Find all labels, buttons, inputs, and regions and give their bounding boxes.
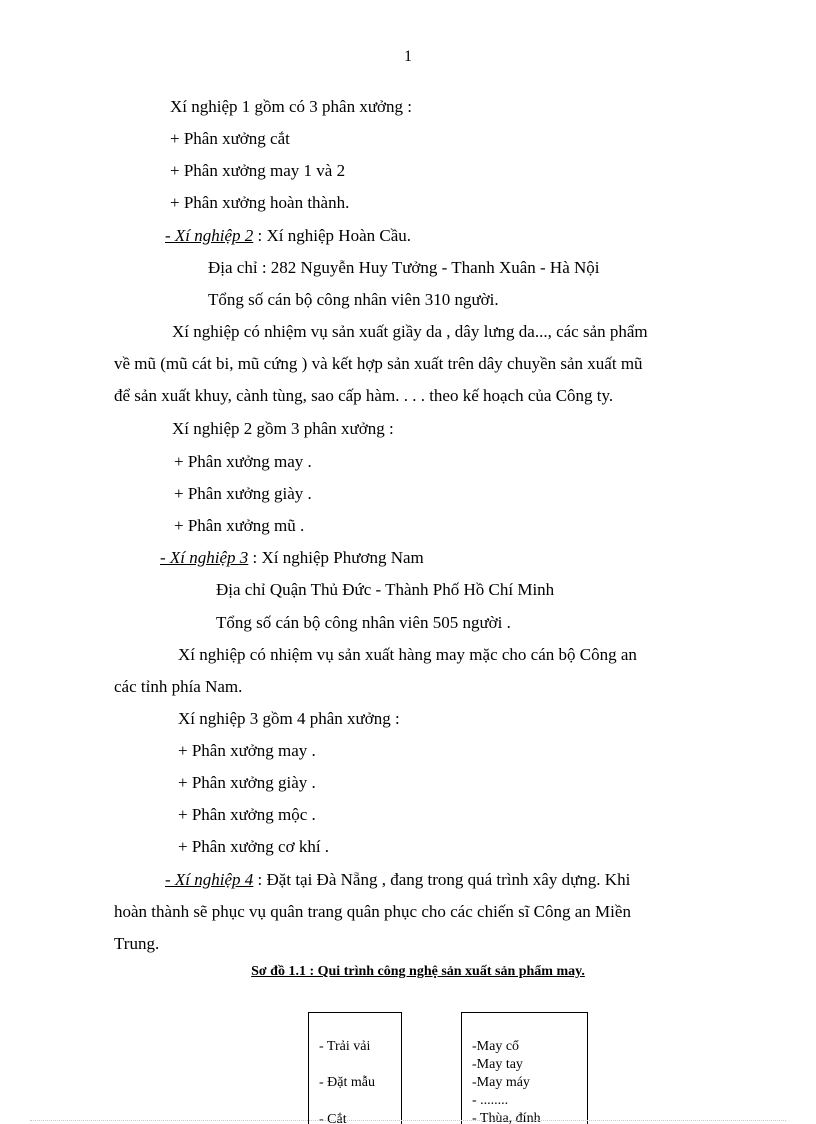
diagram-box-sewing: [461, 1012, 588, 1124]
xn3-name: : Xí nghiệp Phương Nam: [248, 548, 424, 567]
xn2-staff: Tổng số cán bộ công nhân viên 310 người.: [208, 290, 499, 309]
diagram-step: -May cổ: [472, 1039, 520, 1054]
xn3-intro: Xí nghiệp 3 gồm 4 phân xưởng :: [178, 709, 400, 728]
diagram-box-cutting: [308, 1012, 402, 1124]
xn2-address: Địa chỉ : 282 Nguyễn Huy Tưởng - Thanh Xuân - Hà Nội: [208, 258, 600, 277]
xn3-workshop-4: + Phân xưởng cơ khí .: [178, 837, 330, 856]
xn2-task-line-3: để sản xuất khuy, cành tùng, sao cấp hàm. . . . theo kế hoạch của Công ty.: [114, 386, 614, 405]
xn3-workshop-1: + Phân xưởng may .: [178, 741, 316, 760]
xn4-label: - Xí nghiệp 4: [165, 870, 254, 889]
page-number: 1: [404, 48, 412, 65]
xn2-workshop-3: + Phân xưởng mũ .: [174, 516, 305, 535]
xn1-workshop-1: + Phân xưởng cắt: [170, 129, 290, 148]
diagram-title: Sơ đồ 1.1 : Qui trình công nghệ sản xuất sản phẩm may.: [251, 964, 585, 979]
diagram-step: - Cắt: [319, 1112, 347, 1124]
xn2-task-line-1: Xí nghiệp có nhiệm vụ sản xuất giầy da , dây lưng da..., các sản phẩm: [172, 322, 648, 341]
xn3-staff: Tổng số cán bộ công nhân viên 505 người .: [216, 613, 511, 632]
xn2-workshop-1: + Phân xưởng may .: [174, 452, 312, 471]
xn2-workshop-2: + Phân xưởng giày .: [174, 484, 312, 503]
xn2-task-line-2: về mũ (mũ cát bi, mũ cứng ) và kết hợp sản xuất trên dây chuyền sản xuất mũ: [114, 354, 643, 373]
xn1-intro: Xí nghiệp 1 gồm có 3 phân xưởng :: [170, 97, 413, 116]
xn3-label: - Xí nghiệp 3: [160, 548, 249, 567]
xn2-heading: [165, 225, 411, 247]
diagram-step: - Đặt mẫu: [319, 1075, 375, 1090]
xn4-text-line-3: Trung.: [114, 934, 160, 953]
xn3-heading: [160, 547, 424, 569]
xn2-label: - Xí nghiệp 2: [165, 226, 254, 245]
xn1-workshop-3: + Phân xưởng hoàn thành.: [170, 193, 350, 212]
diagram-step: - ........: [472, 1093, 509, 1108]
xn4-text-line-2: hoàn thành sẽ phục vụ quân trang quân phục cho các chiến sĩ Công an Miền: [114, 902, 631, 921]
xn4-heading: [165, 869, 630, 891]
diagram-step: -May máy: [472, 1075, 530, 1090]
diagram-step: - Thùa, đính: [472, 1111, 541, 1124]
xn2-intro: Xí nghiệp 2 gồm 3 phân xưởng :: [172, 419, 394, 438]
xn2-name: : Xí nghiệp Hoàn Cầu.: [253, 226, 411, 245]
xn3-task-line-2: các tỉnh phía Nam.: [114, 677, 243, 696]
xn4-text-line-1: : Đặt tại Đà Nẵng , đang trong quá trình xây dựng. Khi: [253, 870, 631, 889]
xn3-address: Địa chỉ Quận Thủ Đức - Thành Phố Hồ Chí Minh: [216, 580, 555, 599]
diagram-step: - Trải vải: [319, 1039, 371, 1054]
diagram-step: -May tay: [472, 1057, 523, 1072]
xn3-workshop-2: + Phân xưởng giày .: [178, 773, 316, 792]
xn3-workshop-3: + Phân xưởng mộc .: [178, 805, 316, 824]
xn1-workshop-2: + Phân xưởng may 1 và 2: [170, 161, 346, 180]
xn3-task-line-1: Xí nghiệp có nhiệm vụ sản xuất hàng may mặc cho cán bộ Công an: [178, 645, 637, 664]
page-break-line: [30, 1120, 786, 1121]
